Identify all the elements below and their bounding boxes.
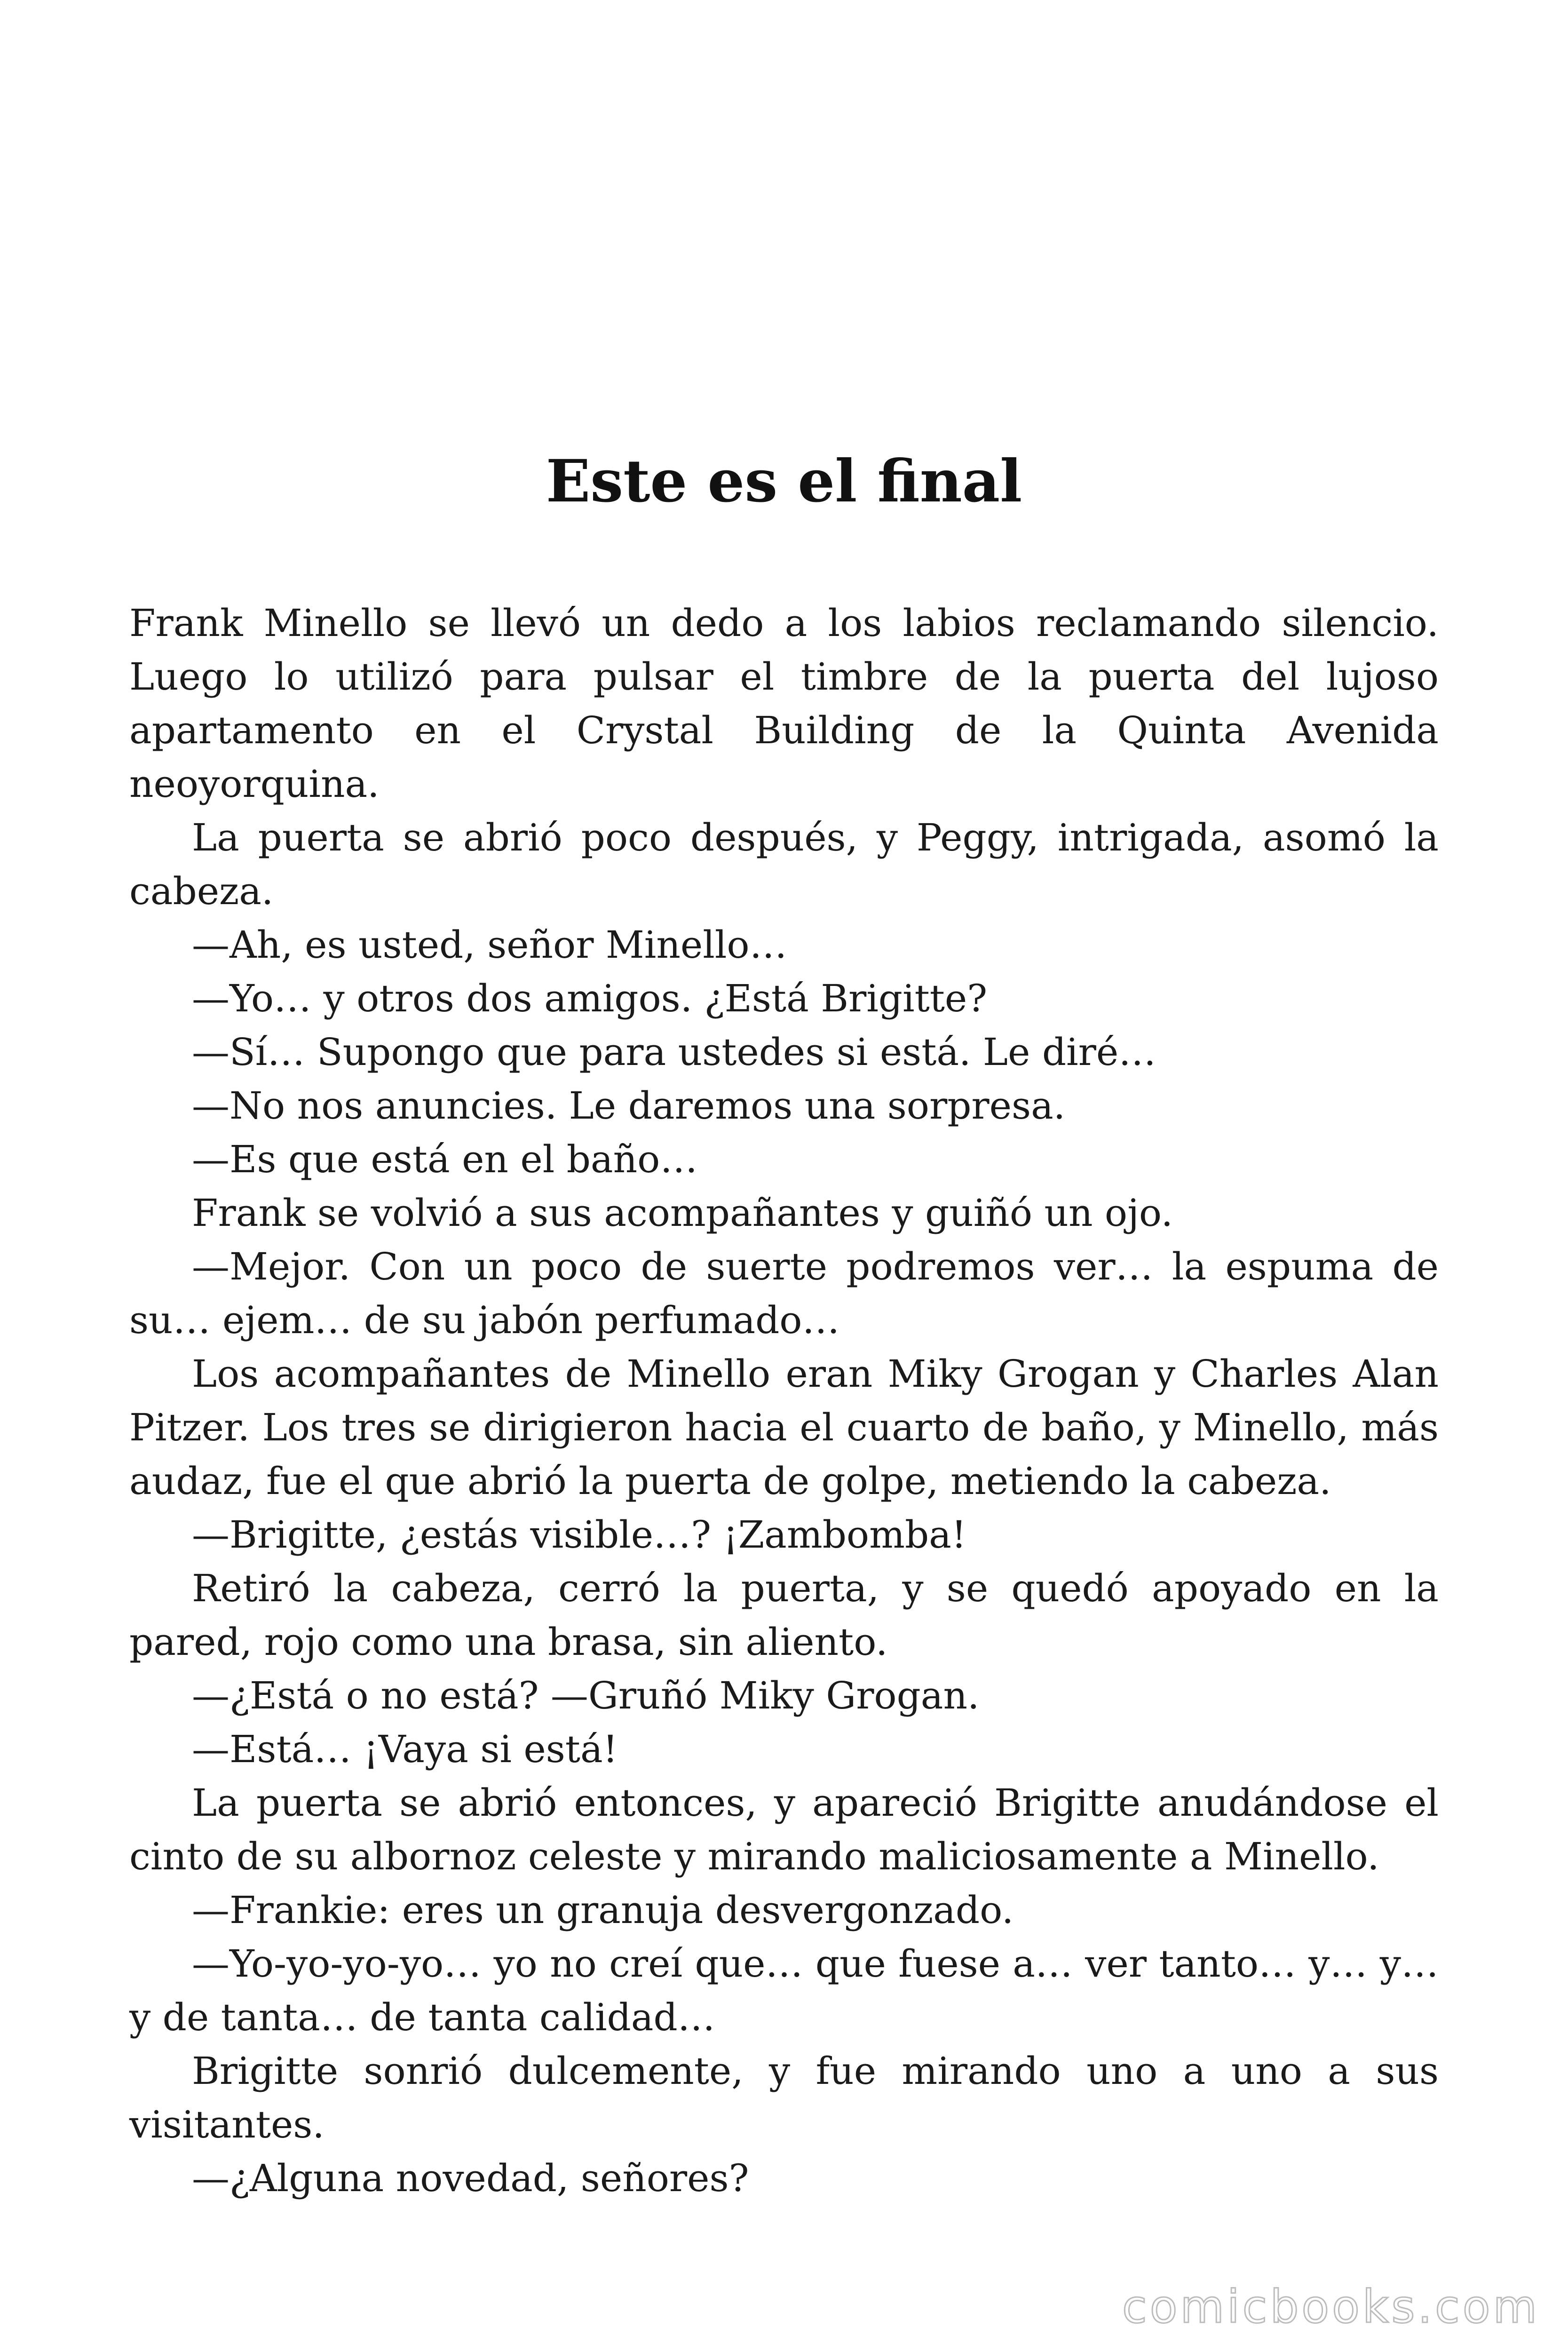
dialogue-line: —Frankie: eres un granuja desvergonzado. <box>192 1888 1014 1932</box>
dialogue-line: —Es que está en el baño… <box>192 1137 698 1181</box>
dialogue-line: —¿Está o no está? —Gruñó Miky Grogan. <box>192 1674 980 1717</box>
chapter-title: Este es el final <box>546 447 1022 516</box>
chapter-text <box>129 596 1439 2205</box>
paragraph: Frank Minello se llevó un dedo a los labios reclamando silencio. Luego lo utilizó para pulsar el timbre de la puerta del lujoso apartamento en el Crystal Building de la Quinta Avenida neoyorquina. <box>129 601 1439 806</box>
dialogue-line: —No nos anuncies. Le daremos una sorpresa. <box>192 1084 1066 1128</box>
dialogue-line: —Sí… Supongo que para ustedes si está. Le diré… <box>192 1030 1156 1074</box>
dialogue-line: —Está… ¡Vaya si está! <box>192 1727 618 1771</box>
paragraph: La puerta se abrió entonces, y apareció Brigitte anudándose el cinto de su albornoz celeste y mirando maliciosamente a Minello. <box>129 1781 1439 1878</box>
paragraph: Brigitte sonrió dulcemente, y fue mirando uno a uno a sus visitantes. <box>129 2049 1439 2146</box>
dialogue-line: —Yo-yo-yo-yo… yo no creí que… que fuese a… ver tanto… y… y… y de tanta… de tanta calidad… <box>129 1942 1439 2039</box>
paragraph: La puerta se abrió poco después, y Peggy, intrigada, asomó la cabeza. <box>129 816 1439 913</box>
dialogue-line: —Brigitte, ¿estás visible…? ¡Zambomba! <box>192 1513 966 1557</box>
dialogue-line: —¿Alguna novedad, señores? <box>192 2156 749 2200</box>
dialogue-line: —Ah, es usted, señor Minello… <box>192 923 787 967</box>
paragraph: Retiró la cabeza, cerró la puerta, y se quedó apoyado en la pared, rojo como una brasa, sin aliento. <box>129 1566 1439 1664</box>
dialogue-line: —Mejor. Con un poco de suerte podremos ver… la espuma de su… ejem… de su jabón perfumado… <box>129 1245 1439 1342</box>
paragraph: Frank se volvió a sus acompañantes y guiñó un ojo. <box>192 1191 1173 1235</box>
paragraph: Los acompañantes de Minello eran Miky Grogan y Charles Alan Pitzer. Los tres se dirigieron hacia el cuarto de baño, y Minello, más audaz, fue el que abrió la puerta de golpe, metiendo la cabeza. <box>129 1352 1439 1503</box>
dialogue-line: —Yo… y otros dos amigos. ¿Está Brigitte? <box>192 977 988 1020</box>
watermark: comicbooks.com <box>1122 2280 1540 2333</box>
